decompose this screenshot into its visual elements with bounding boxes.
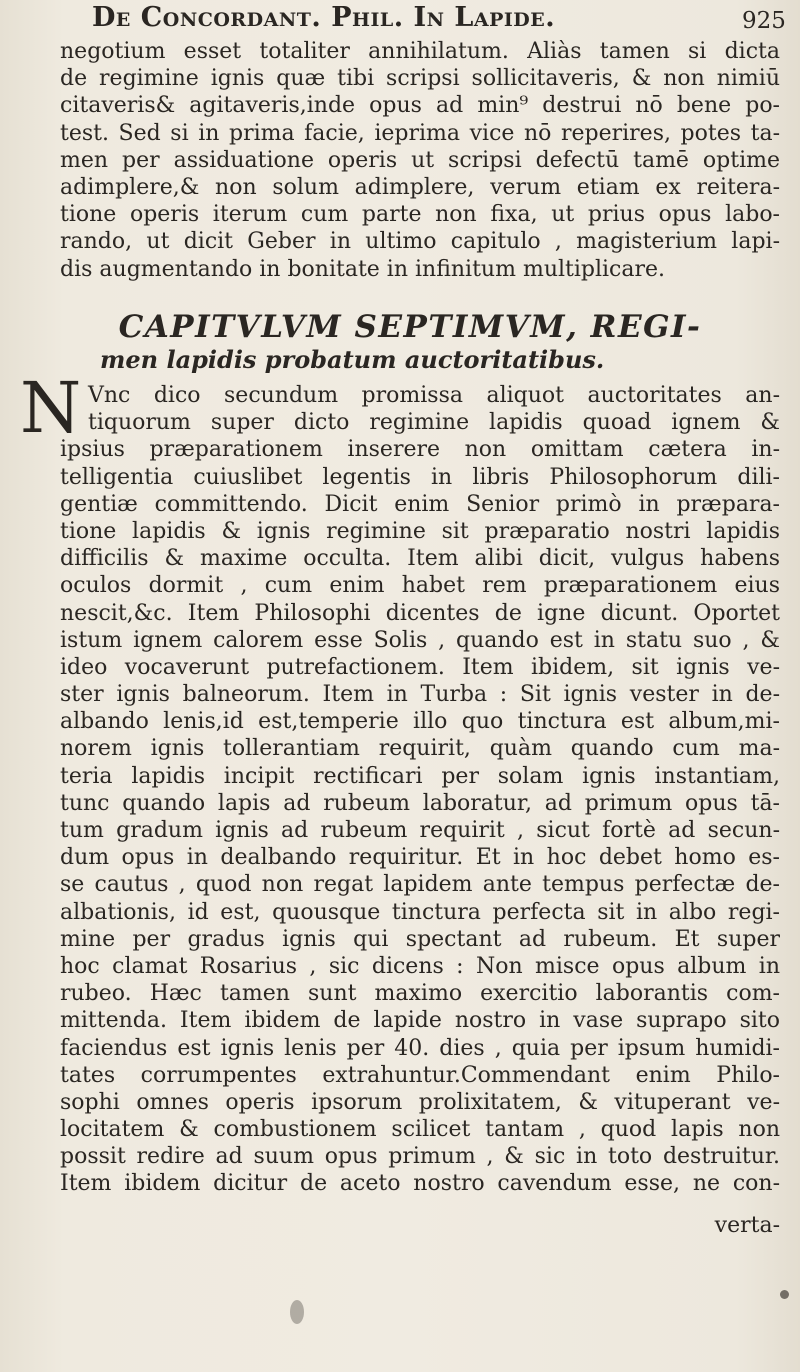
paragraph-chapter-body [60,382,780,1198]
text-line: tum gradum ignis ad rubeum requirit , sicut fortè ad secun- [60,818,780,843]
text-line: dis augmentando in bonitate in infinitum multiplicare. [60,256,666,282]
text-line: tiquorum super dicto regimine lapidis quoad ignem & [88,410,780,436]
text-line: men per assiduatione operis ut scripsi defectū tamē optime [60,147,780,173]
text-line: test. Sed si in prima facie, ieprima vice nō reperires, potes ta- [60,120,780,146]
text-line: mine per gradus ignis qui spectant ad rubeum. Et super [60,926,780,952]
text-line: tunc quando lapis ad rubeum laboratur, ad primum opus tā- [60,790,780,816]
text-line: dum opus in dealbando requiritur. Et in hoc debet homo es- [60,845,780,871]
text-line: rando, ut dicit Geber in ultimo capitulo , magisterium lapi- [60,229,780,255]
text-line: ideo vocaverunt putrefactionem. Item ibidem, sit ignis ve- [60,654,780,680]
ink-spot [780,1290,789,1299]
running-head: De Concordant. Phil. In Lapide. [92,2,556,33]
text-line: citaveris& agitaveris,inde opus ad min⁹ destrui nō bene po- [60,93,780,119]
text-line: tione operis iterum cum parte non fixa, ut prius opus labo- [60,202,780,228]
text-line: albationis, id est, quousque tinctura perfecta sit in albo regi- [60,899,780,925]
text-line: oculos dormit , cum enim habet rem præparationem eius [60,573,780,599]
text-line: teria lapidis incipit rectificari per solam ignis instantiam, [60,763,780,789]
text-line: istum ignem calorem esse Solis , quando est in statu suo , & [60,627,780,653]
catchword: verta- [714,1213,780,1238]
text-line: nescit,&c. Item Philosophi dicentes de igne dicunt. Oportet [60,600,780,626]
text-line: hoc clamat Rosarius , sic dicens : Non misce opus album in [60,953,780,979]
page-number: 925 [742,8,786,34]
text-line: mittenda. Item ibidem de lapide nostro in vase suprapo sito [60,1008,780,1034]
text-line: faciendus est ignis lenis per 40. dies , quia per ipsum humidi- [60,1035,780,1061]
text-line: telligentia cuiuslibet legentis in libris Philosophorum dili- [60,464,780,490]
text-line: locitatem & combustionem scilicet tantam , quod lapis non [60,1117,780,1143]
text-line: se cautus , quod non regat lapidem ante tempus perfectæ de- [60,872,780,898]
text-line: Vnc dico secundum promissa aliquot auctoritates an- [88,383,780,408]
drop-cap: N [20,367,82,449]
text-line: tione lapidis & ignis regimine sit præparatio nostri lapidis [60,518,780,544]
text-line: ster ignis balneorum. Item in Turba : Sit ignis vester in de- [60,682,780,708]
text-line: negotium esset totaliter annihilatum. Aliàs tamen si dicta [60,39,780,64]
text-line: albando lenis,id est,temperie illo quo tinctura est album,mi- [60,709,780,735]
text-line: tates corrumpentes extrahuntur.Commendant enim Philo- [60,1062,780,1088]
chapter-title: CAPITVLVM SEPTIMVM, REGI- [118,309,702,345]
ink-smudge [290,1300,304,1324]
text-line: de regimine ignis quæ tibi scripsi sollicitaveris, & non nimiū [60,66,780,92]
text-line: possit redire ad suum opus primum , & sic in toto destruitur. [60,1144,780,1170]
text-line: Item ibidem dicitur de aceto nostro cavendum esse, ne con- [60,1171,780,1197]
text-line: ipsius præparationem inserere non omittam cætera in- [60,437,780,463]
text-line: sophi omnes operis ipsorum prolixitatem, & vituperant ve- [60,1089,780,1115]
chapter-heading [40,309,780,375]
chapter-subtitle: men lapidis probatum auctoritatibus. [100,345,605,374]
text-line: difficilis & maxime occulta. Item alibi dicit, vulgus habens [60,546,780,572]
text-line: norem ignis tollerantiam requirit, quàm quando cum ma- [60,736,780,762]
text-line: gentiæ committendo. Dicit enim Senior primò in præpara- [60,491,780,517]
text-line: adimplere,& non solum adimplere, verum etiam ex reitera- [60,174,780,200]
page-header [0,2,800,36]
paragraph-continued [60,38,780,283]
text-line: rubeo. Hæc tamen sunt maximo exercitio laborantis com- [60,981,780,1007]
